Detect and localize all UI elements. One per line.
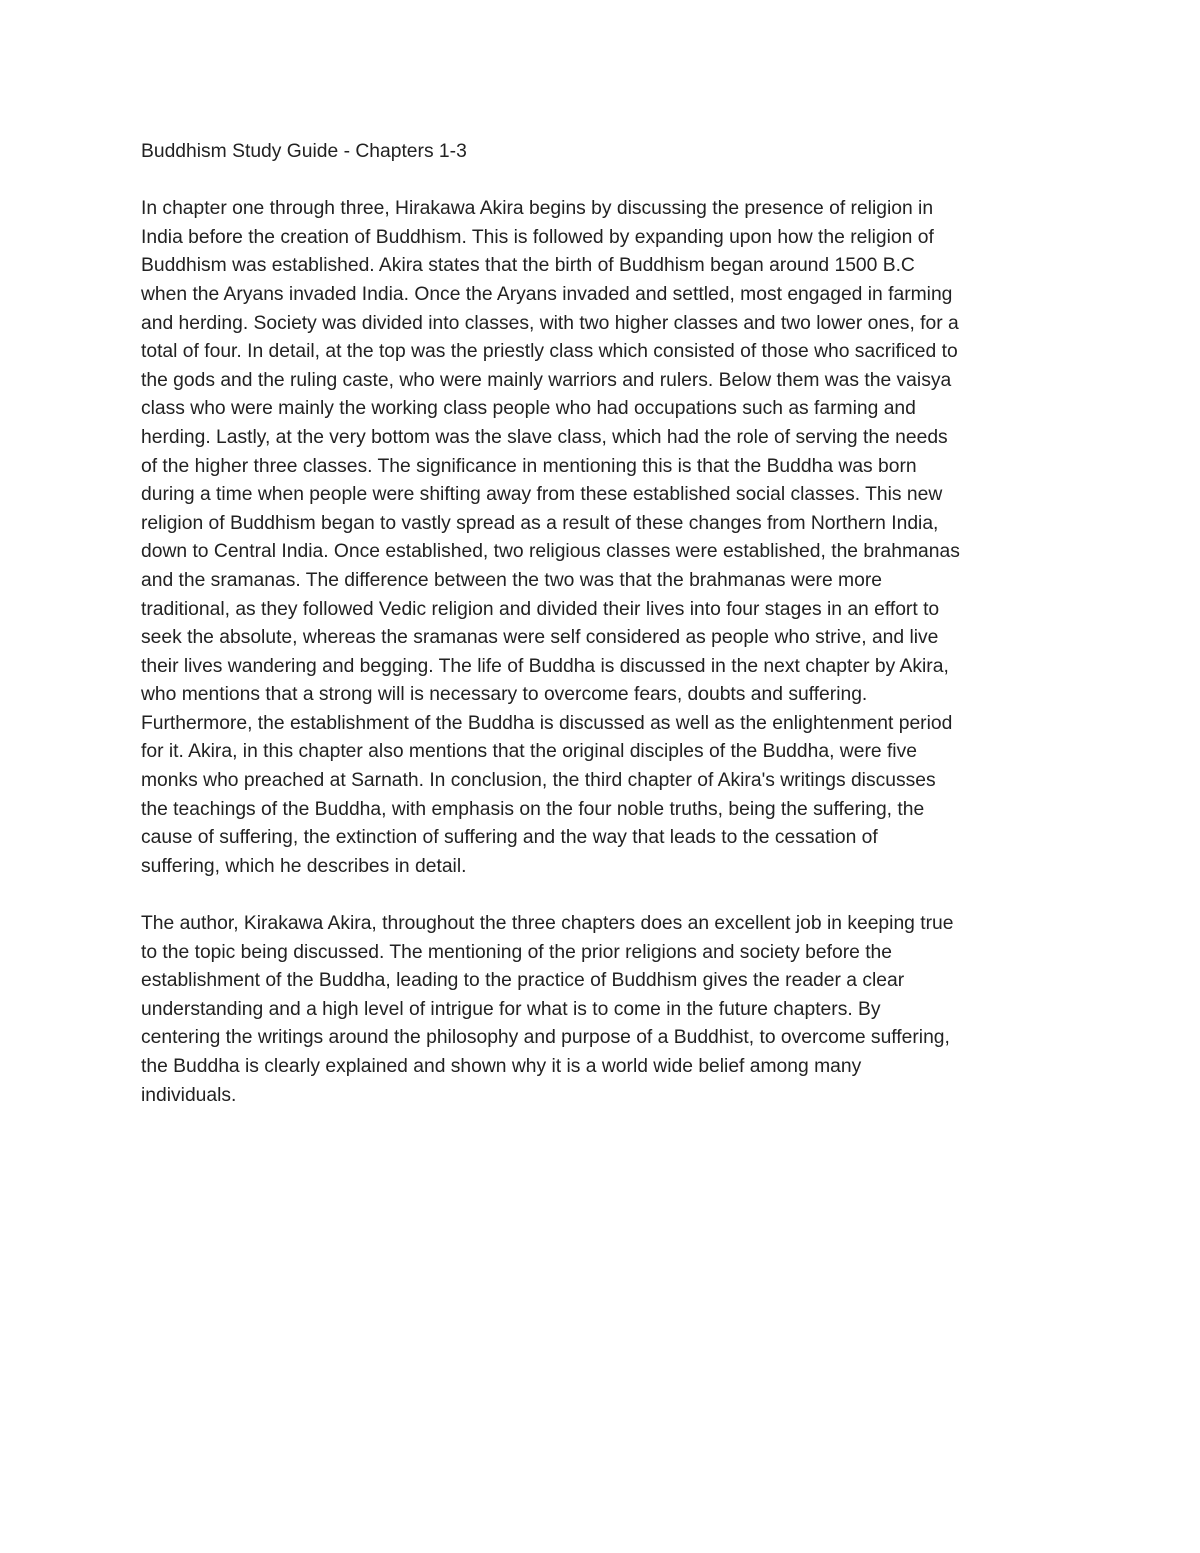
paragraph-line: monks who preached at Sarnath. In conclusion, the third chapter of Akira's writings discusses xyxy=(141,770,936,792)
paragraph-line: traditional, as they followed Vedic religion and divided their lives into four stages in an effort to xyxy=(141,598,940,620)
document-body xyxy=(141,138,1061,1139)
paragraph xyxy=(141,195,1061,881)
paragraph-line: suffering, which he describes in detail. xyxy=(141,855,467,877)
paragraph-list xyxy=(141,195,1061,1110)
paragraph-line: during a time when people were shifting away from these established social classes. This new xyxy=(141,484,943,506)
paragraph-line: the gods and the ruling caste, who were mainly warriors and rulers. Below them was the vaisya xyxy=(141,369,952,391)
paragraph-line: and the sramanas. The difference between the two was that the brahmanas were more xyxy=(141,569,882,591)
paragraph-line: establishment of the Buddha, leading to the practice of Buddhism gives the reader a clear xyxy=(141,970,905,992)
paragraph-line: total of four. In detail, at the top was the priestly class which consisted of those who sacrificed to xyxy=(141,341,958,363)
paragraph-line: understanding and a high level of intrigue for what is to come in the future chapters. By xyxy=(141,998,881,1020)
document-title: Buddhism Study Guide - Chapters 1-3 xyxy=(141,141,467,162)
paragraph xyxy=(141,910,1061,1110)
paragraph-line: who mentions that a strong will is necessary to overcome fears, doubts and suffering. xyxy=(141,684,868,706)
paragraph-line: the teachings of the Buddha, with emphasis on the four noble truths, being the suffering, the xyxy=(141,798,925,820)
paragraph-line: when the Aryans invaded India. Once the Aryans invaded and settled, most engaged in farming xyxy=(141,283,953,305)
paragraph-line: cause of suffering, the extinction of suffering and the way that leads to the cessation of xyxy=(141,827,878,849)
paragraph-line: In chapter one through three, Hirakawa Akira begins by discussing the presence of religion in xyxy=(141,198,934,220)
paragraph-line: down to Central India. Once established, two religious classes were established, the brahmanas xyxy=(141,541,960,563)
paragraph-line: Buddhism was established. Akira states that the birth of Buddhism began around 1500 B.C xyxy=(141,255,915,277)
paragraph-line: class who were mainly the working class people who had occupations such as farming and xyxy=(141,398,916,420)
paragraph-line: India before the creation of Buddhism. This is followed by expanding upon how the religion of xyxy=(141,226,934,248)
paragraph-line: seek the absolute, whereas the sramanas were self considered as people who strive, and live xyxy=(141,627,939,649)
paragraph-line: for it. Akira, in this chapter also mentions that the original disciples of the Buddha, were five xyxy=(141,741,917,763)
paragraph-line: religion of Buddhism began to vastly spread as a result of these changes from Northern India, xyxy=(141,512,939,534)
paragraph-line: to the topic being discussed. The mentioning of the prior religions and society before the xyxy=(141,941,892,963)
paragraph-line: herding. Lastly, at the very bottom was the slave class, which had the role of serving the needs xyxy=(141,426,948,448)
paragraph-line: and herding. Society was divided into classes, with two higher classes and two lower ones, for a xyxy=(141,312,959,334)
paragraph-line: their lives wandering and begging. The life of Buddha is discussed in the next chapter by Akira, xyxy=(141,655,949,677)
paragraph-line: The author, Kirakawa Akira, throughout the three chapters does an excellent job in keeping true xyxy=(141,913,954,935)
paragraph-line: Furthermore, the establishment of the Buddha is discussed as well as the enlightenment period xyxy=(141,712,953,734)
paragraph-line: centering the writings around the philosophy and purpose of a Buddhist, to overcome suffering, xyxy=(141,1027,950,1049)
paragraph-line: the Buddha is clearly explained and shown why it is a world wide belief among many xyxy=(141,1056,862,1077)
paragraph-line: individuals. xyxy=(141,1084,237,1106)
paragraph-line: of the higher three classes. The significance in mentioning this is that the Buddha was born xyxy=(141,455,917,477)
